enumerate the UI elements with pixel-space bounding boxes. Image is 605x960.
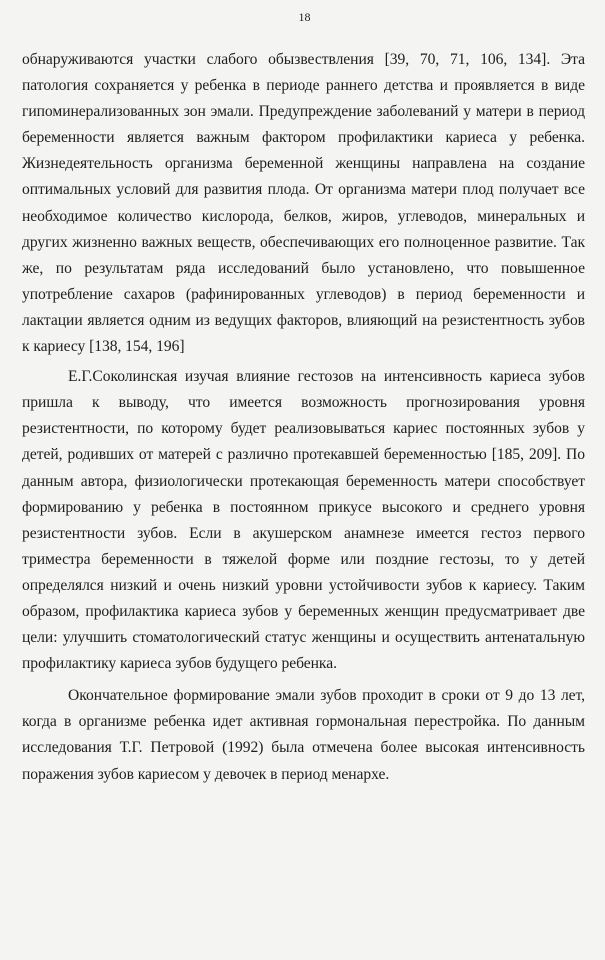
paragraph-sokolinskaya: Е.Г.Соколинская изучая влияние гестозов на интенсивность кариеса зубов пришла к выводу, что имеется возможность прогнозирования уровня резистентности, по которому будет реализовываться кариес постоянных зубов у детей, родивших от матерей с различно протекавшей беременностью [185, 209]. По данным автора, физиологически протекающая беременность матери способствует формированию у ребенка в постоянном прикусе высокого и среднего уровня резистентности зубов. Если в акушерском анамнезе имеется гестоз первого триместра беременности в тяжелой форме или поздние гестозы, то у детей определялся низкий и очень низкий уровни устойчивости зубов к кариесу. Таким образом, профилактика кариеса зубов у беременных женщин предусматривает две цели: улучшить стоматологический статус женщины и осуществить антенатальную профилактику кариеса зубов будущего ребенка. [22,368,585,673]
page-number: 18 [298,10,311,24]
paragraph-continuation: обнаруживаются участки слабого обызвествления [39, 70, 71, 106, 134]. Эта патология сохраняется у ребенка в периоде раннего детства и проявляется в виде гипоминерализованных зон эмали. Предупреждение заболеваний у матери в период беременности является важным фактором профилактики кариеса у ребенка. Жизнедеятельность организма беременной женщины направлена на создание оптимальных условий для развития плода. От организма матери плод получает все необходимое количество кислорода, белков, жиров, углеводов, минеральных и других жизненно важных веществ, обеспечивающих его полноценное развитие. Так же, по результатам ряда исследований было установлено, что повышенное употребление сахаров (рафинированных углеводов) в период беременности и лактации является одним из ведущих факторов, влияющий на резистентность зубов к кариесу [138, 154, 196] [22,51,585,356]
paragraph-enamel-formation: Окончательное формирование эмали зубов проходит в сроки от 9 до 13 лет, когда в организме ребенка идет активная гормональная перестройка. По данным исследования Т.Г. Петровой (1992) была отмечена более высокая интенсивность поражения зубов кариесом у девочек в период менархе. [22,687,585,783]
